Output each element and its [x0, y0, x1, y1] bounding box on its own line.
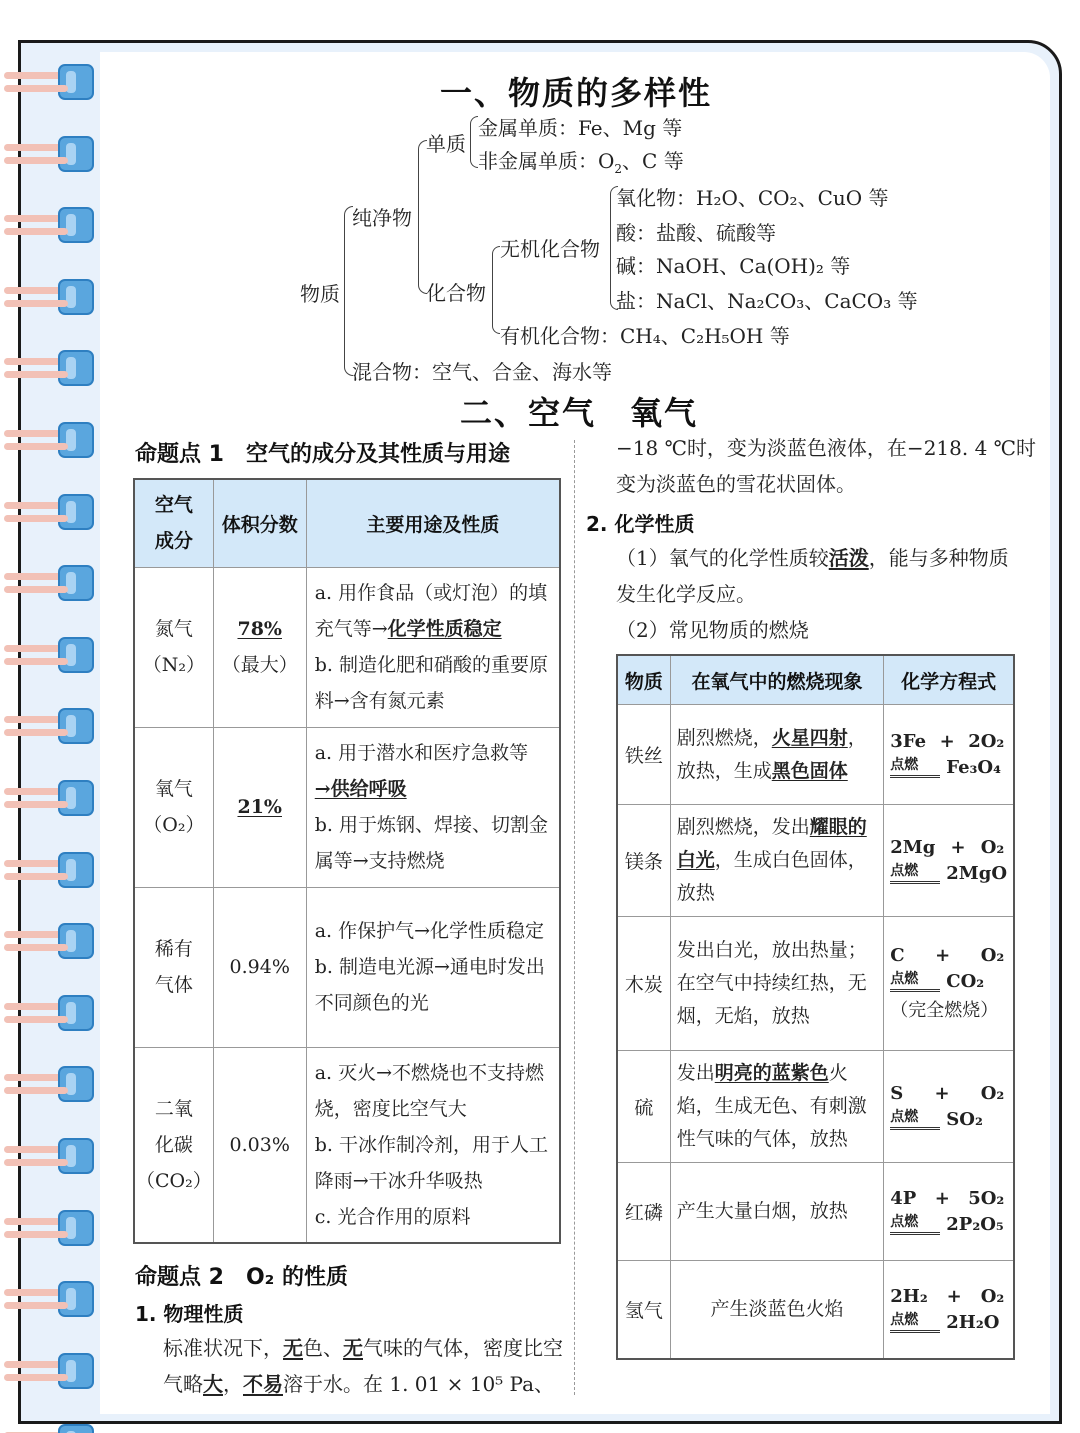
table-row — [134, 567, 560, 727]
phys-title: 1. 物理性质 — [135, 1302, 244, 1326]
t1-cell-name: 二氧 化碳 （CO₂） — [134, 1047, 213, 1243]
table-row — [617, 917, 1014, 1051]
table-row — [617, 1163, 1014, 1261]
spiral-ring — [0, 1424, 100, 1433]
spiral-ring — [0, 995, 100, 1037]
spiral-ring — [0, 136, 100, 178]
t2-header-substance: 物质 — [617, 655, 670, 705]
brace-root — [344, 206, 353, 376]
spiral-ring — [0, 708, 100, 750]
t1-cell-uses: a. 用作食品（或灯泡）的填充气等→化学性质稳定 b. 制造化肥和硝酸的重要原料→含有氮元素 — [306, 567, 560, 727]
phys-cont-line1: −18 ℃时，变为淡蓝色液体，在−218. 4 ℃时 — [616, 436, 1037, 460]
nonmetal-suffix: 、C 等 — [622, 149, 684, 173]
point1-title: 命题点 1 空气的成分及其性质与用途 — [135, 442, 510, 467]
tree-root: 物质 — [300, 282, 340, 306]
t2-cell-phenomenon: 发出明亮的蓝紫色火焰，生成无色、有刺激性气味的气体，放热 — [670, 1051, 884, 1163]
tree-inorganic: 无机化合物 — [500, 237, 600, 261]
spiral-ring — [0, 1210, 100, 1252]
chem-line2: 发生化学反应。 — [616, 582, 756, 606]
table-row — [617, 1261, 1014, 1359]
table-row — [134, 727, 560, 887]
t2-cell-phenomenon: 剧烈燃烧，火星四射，放热，生成黑色固体 — [670, 705, 884, 805]
chem-line1: （1）氧气的化学性质较活泼，能与多种物质 — [616, 546, 1009, 570]
t1-cell-fraction: 21% — [213, 727, 306, 887]
t1-cell-uses: a. 灭火→不燃烧也不支持燃烧，密度比空气大 b. 干冰作制冷剂，用于人工降雨→干冰升华吸热 c. 光合作用的原料 — [306, 1047, 560, 1243]
t2-cell-name: 镁条 — [617, 805, 670, 917]
tree-acid: 酸：盐酸、硫酸等 — [616, 221, 776, 245]
spiral-ring — [0, 565, 100, 607]
tree-compound: 化合物 — [426, 281, 486, 305]
t2-cell-equation: C + O₂ 点燃 CO₂ （完全燃烧） — [884, 917, 1014, 1051]
spiral-ring — [0, 1281, 100, 1323]
tree-organic: 有机化合物：CH₄、C₂H₅OH 等 — [500, 324, 790, 348]
spiral-ring — [0, 780, 100, 822]
t1-cell-name: 氧气 （O₂） — [134, 727, 213, 887]
nonmetal-sub: 2 — [614, 162, 623, 176]
spiral-ring — [0, 852, 100, 894]
t1-cell-uses: a. 作保护气→化学性质稳定 b. 制造电光源→通电时发出不同颜色的光 — [306, 887, 560, 1047]
spiral-ring — [0, 494, 100, 536]
spiral-ring — [0, 1138, 100, 1180]
t1-header-fraction: 体积分数 — [213, 479, 306, 567]
t1-cell-name: 氮气 （N₂） — [134, 567, 213, 727]
tree-nonmetal — [478, 145, 684, 176]
tree-element: 单质 — [426, 132, 466, 156]
t1-cell-uses: a. 用于潜水和医疗急救等 →供给呼吸 b. 用于炼钢、焊接、切割金属等→支持燃烧 — [306, 727, 560, 887]
t2-cell-name: 木炭 — [617, 917, 670, 1051]
brace-element — [470, 116, 478, 168]
point2-title: 命题点 2 O₂ 的性质 — [135, 1265, 348, 1290]
t2-cell-equation: 2Mg + O₂ 点燃 2MgO — [884, 805, 1014, 917]
table-row — [617, 705, 1014, 805]
t2-cell-name: 硫 — [617, 1051, 670, 1163]
t2-cell-equation: 3Fe + 2O₂ 点燃 Fe₃O₄ — [884, 705, 1014, 805]
table-row — [617, 805, 1014, 917]
spiral-ring — [0, 923, 100, 965]
tree-metal: 金属单质：Fe、Mg 等 — [478, 116, 683, 140]
spiral-ring — [0, 350, 100, 392]
spiral-ring — [0, 207, 100, 249]
spiral-ring — [0, 64, 100, 106]
phys-cont-line2: 变为淡蓝色的雪花状固体。 — [616, 472, 856, 496]
brace-pure — [418, 140, 427, 294]
t2-cell-phenomenon: 发出白光，放出热量；在空气中持续红热，无烟，无焰，放热 — [670, 917, 884, 1051]
spiral-ring — [0, 1353, 100, 1395]
brace-compound — [492, 246, 500, 334]
tree-base: 碱：NaOH、Ca(OH)₂ 等 — [616, 254, 851, 278]
t2-cell-name: 铁丝 — [617, 705, 670, 805]
spiral-ring — [0, 422, 100, 464]
phys-text: 标准状况下，无色、无气味的气体，密度比空气略大，不易溶于水。在 1. 01 × 10⁵ Pa、 — [163, 1336, 563, 1396]
tree-mixture: 混合物：空气、合金、海水等 — [352, 360, 612, 384]
table-row — [617, 1051, 1014, 1163]
t1-header-uses: 主要用途及性质 — [306, 479, 560, 567]
column-divider — [574, 440, 575, 1395]
t2-header-phenomenon: 在氧气中的燃烧现象 — [670, 655, 884, 705]
t1-cell-fraction: 0.03% — [213, 1047, 306, 1243]
section1-title: 一、物质的多样性 — [440, 74, 713, 112]
t2-cell-equation: 2H₂ + O₂ 点燃 2H₂O — [884, 1261, 1014, 1359]
table-row — [134, 1047, 560, 1243]
combustion-table — [616, 654, 1015, 1360]
tree-pure: 纯净物 — [352, 206, 412, 230]
chem-line3: （2）常见物质的燃烧 — [616, 618, 809, 642]
t1-header-component: 空气 成分 — [134, 479, 213, 567]
nonmetal-prefix: 非金属单质：O — [478, 149, 615, 173]
spiral-ring — [0, 279, 100, 321]
tree-oxide: 氧化物：H₂O、CO₂、CuO 等 — [616, 186, 889, 210]
section2-title: 二、空气 氧气 — [460, 394, 699, 432]
t2-cell-equation: S + O₂ 点燃 SO₂ — [884, 1051, 1014, 1163]
spiral-ring — [0, 1066, 100, 1108]
chem-title: 2. 化学性质 — [586, 512, 695, 536]
tree-salt: 盐：NaCl、Na₂CO₃、CaCO₃ 等 — [616, 289, 918, 313]
t2-cell-name: 红磷 — [617, 1163, 670, 1261]
air-composition-table — [133, 478, 561, 1244]
table-row — [134, 887, 560, 1047]
t1-cell-fraction: 0.94% — [213, 887, 306, 1047]
t2-cell-equation: 4P + 5O₂ 点燃 2P₂O₅ — [884, 1163, 1014, 1261]
t1-cell-fraction: 78% （最大） — [213, 567, 306, 727]
spiral-ring — [0, 637, 100, 679]
t2-cell-phenomenon: 产生淡蓝色火焰 — [670, 1261, 884, 1359]
t2-header-equation: 化学方程式 — [884, 655, 1014, 705]
t2-cell-phenomenon: 剧烈燃烧，发出耀眼的白光，生成白色固体，放热 — [670, 805, 884, 917]
t2-cell-phenomenon: 产生大量白烟，放热 — [670, 1163, 884, 1261]
t1-cell-name: 稀有 气体 — [134, 887, 213, 1047]
t2-cell-name: 氢气 — [617, 1261, 670, 1359]
